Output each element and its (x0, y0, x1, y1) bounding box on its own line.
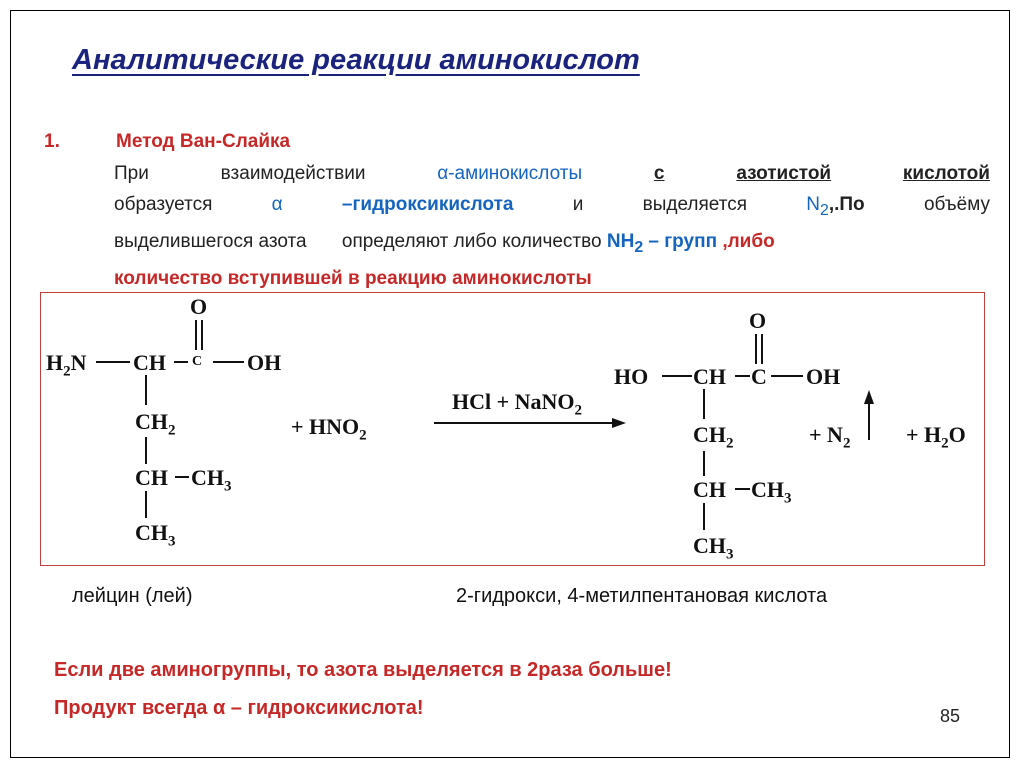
text-acid: кислотой (902, 163, 990, 184)
gas-arrow-head (864, 390, 874, 404)
reactant-o-top: O (190, 294, 208, 319)
reaction-conditions (452, 391, 582, 418)
text-by: ,.По (828, 194, 865, 215)
n2-symbol: N (806, 194, 821, 215)
byproduct-h2o (906, 424, 966, 451)
text-interaction: взаимодействии (220, 163, 366, 184)
text-alpha: α (271, 194, 283, 215)
text-volume: объёму (923, 194, 990, 215)
byproduct-n2 (809, 424, 850, 451)
text-forms: образуется (114, 194, 213, 215)
product-ch3-bottom (693, 535, 734, 562)
product-caption: 2-гидрокси, 4-метилпентановая кислота (456, 585, 828, 607)
product-ch2-subscript: 2 (726, 435, 734, 452)
product-carboxyl-c: C (751, 364, 767, 389)
n2-text: + N (809, 422, 843, 447)
n2-subscript: 2 (820, 201, 829, 219)
product-alpha-ch: CH (693, 364, 726, 389)
h2n-n: N (70, 350, 87, 375)
product-ch-branch: CH (693, 477, 726, 502)
text-released: выделяется (642, 194, 748, 215)
reactant-ch3-side-subscript: 3 (224, 478, 232, 495)
reactant-ch3-bottom-ch: CH (135, 520, 168, 545)
nh2-symbol: NH (606, 230, 635, 252)
h2o-text: + H (906, 422, 942, 447)
nh2-subscript: 2 (634, 238, 644, 256)
product-ch3-side-ch: CH (751, 477, 784, 502)
page-number: 85 (940, 706, 961, 726)
text-or: ,либо (722, 230, 775, 252)
text-pri: При (114, 163, 149, 184)
product-ch3-bottom-ch: CH (693, 533, 726, 558)
conditions-subscript: 2 (574, 402, 583, 419)
h2o-subscript: 2 (941, 435, 949, 452)
reactant-oh: OH (247, 350, 282, 375)
product-ch3-bottom-subscript: 3 (726, 546, 734, 563)
product-o-top: O (749, 308, 767, 333)
note-product-hydroxy-acid: Продукт всегда α – гидроксикислота! (54, 697, 424, 719)
slide-title: Аналитические реакции аминокислот (72, 44, 640, 76)
reactant-ch3-bottom-subscript: 3 (168, 533, 176, 550)
text-alpha-amino-acid: α-аминокислоты (437, 163, 583, 184)
paragraph-line-4: количество вступившей в реакцию аминокислоты (114, 267, 592, 289)
reactant-ch3-bottom (135, 522, 176, 549)
note-two-amino-groups: Если две аминогруппы, то азота выделяется в 2раза больше! (54, 659, 672, 681)
h2n-subscript: 2 (63, 363, 71, 380)
reactant-carboxyl-c: C (192, 354, 203, 369)
reactant-ch2-ch: CH (135, 409, 168, 434)
text-and: и (572, 194, 584, 215)
n2-subscript-chem: 2 (842, 435, 851, 452)
section-heading: Метод Ван-Слайка (116, 131, 291, 152)
reagent-hno2 (291, 416, 367, 443)
text-nitrous: азотистой (736, 163, 832, 184)
reactant-ch2-subscript: 2 (168, 422, 176, 439)
text-with: с (653, 163, 665, 184)
product-ch2-ch: CH (693, 422, 726, 447)
h2n-h: H (46, 350, 64, 375)
reaction-arrow-head (612, 418, 626, 428)
conditions-text: HCl + NaNO (452, 389, 575, 414)
reactant-ch3-side (191, 467, 232, 494)
reactant-caption: лейцин (лей) (72, 585, 193, 607)
product-ch3-side (751, 479, 792, 506)
product-ho: HO (614, 364, 649, 389)
product-ch2 (693, 424, 734, 451)
hno2-subscript: 2 (359, 427, 367, 444)
h2o-o: O (948, 422, 966, 447)
hno2-text: + HNO (291, 414, 360, 439)
section-number: 1. (44, 131, 60, 152)
text-groups: – групп (648, 230, 718, 252)
text-released-nitrogen: выделившегося азота (114, 230, 307, 252)
reactant-ch3-side-ch: CH (191, 465, 224, 490)
reactant-ch2 (135, 411, 176, 438)
reactant-alpha-ch: CH (133, 350, 166, 375)
reactant-ch-branch: CH (135, 465, 168, 490)
product-ch3-side-subscript: 3 (784, 490, 792, 507)
reactant-h2n (46, 352, 87, 379)
text-hydroxy-acid: –гидроксикислота (341, 194, 514, 215)
product-oh: OH (806, 364, 841, 389)
text-determine: определяют либо количество (341, 230, 602, 252)
